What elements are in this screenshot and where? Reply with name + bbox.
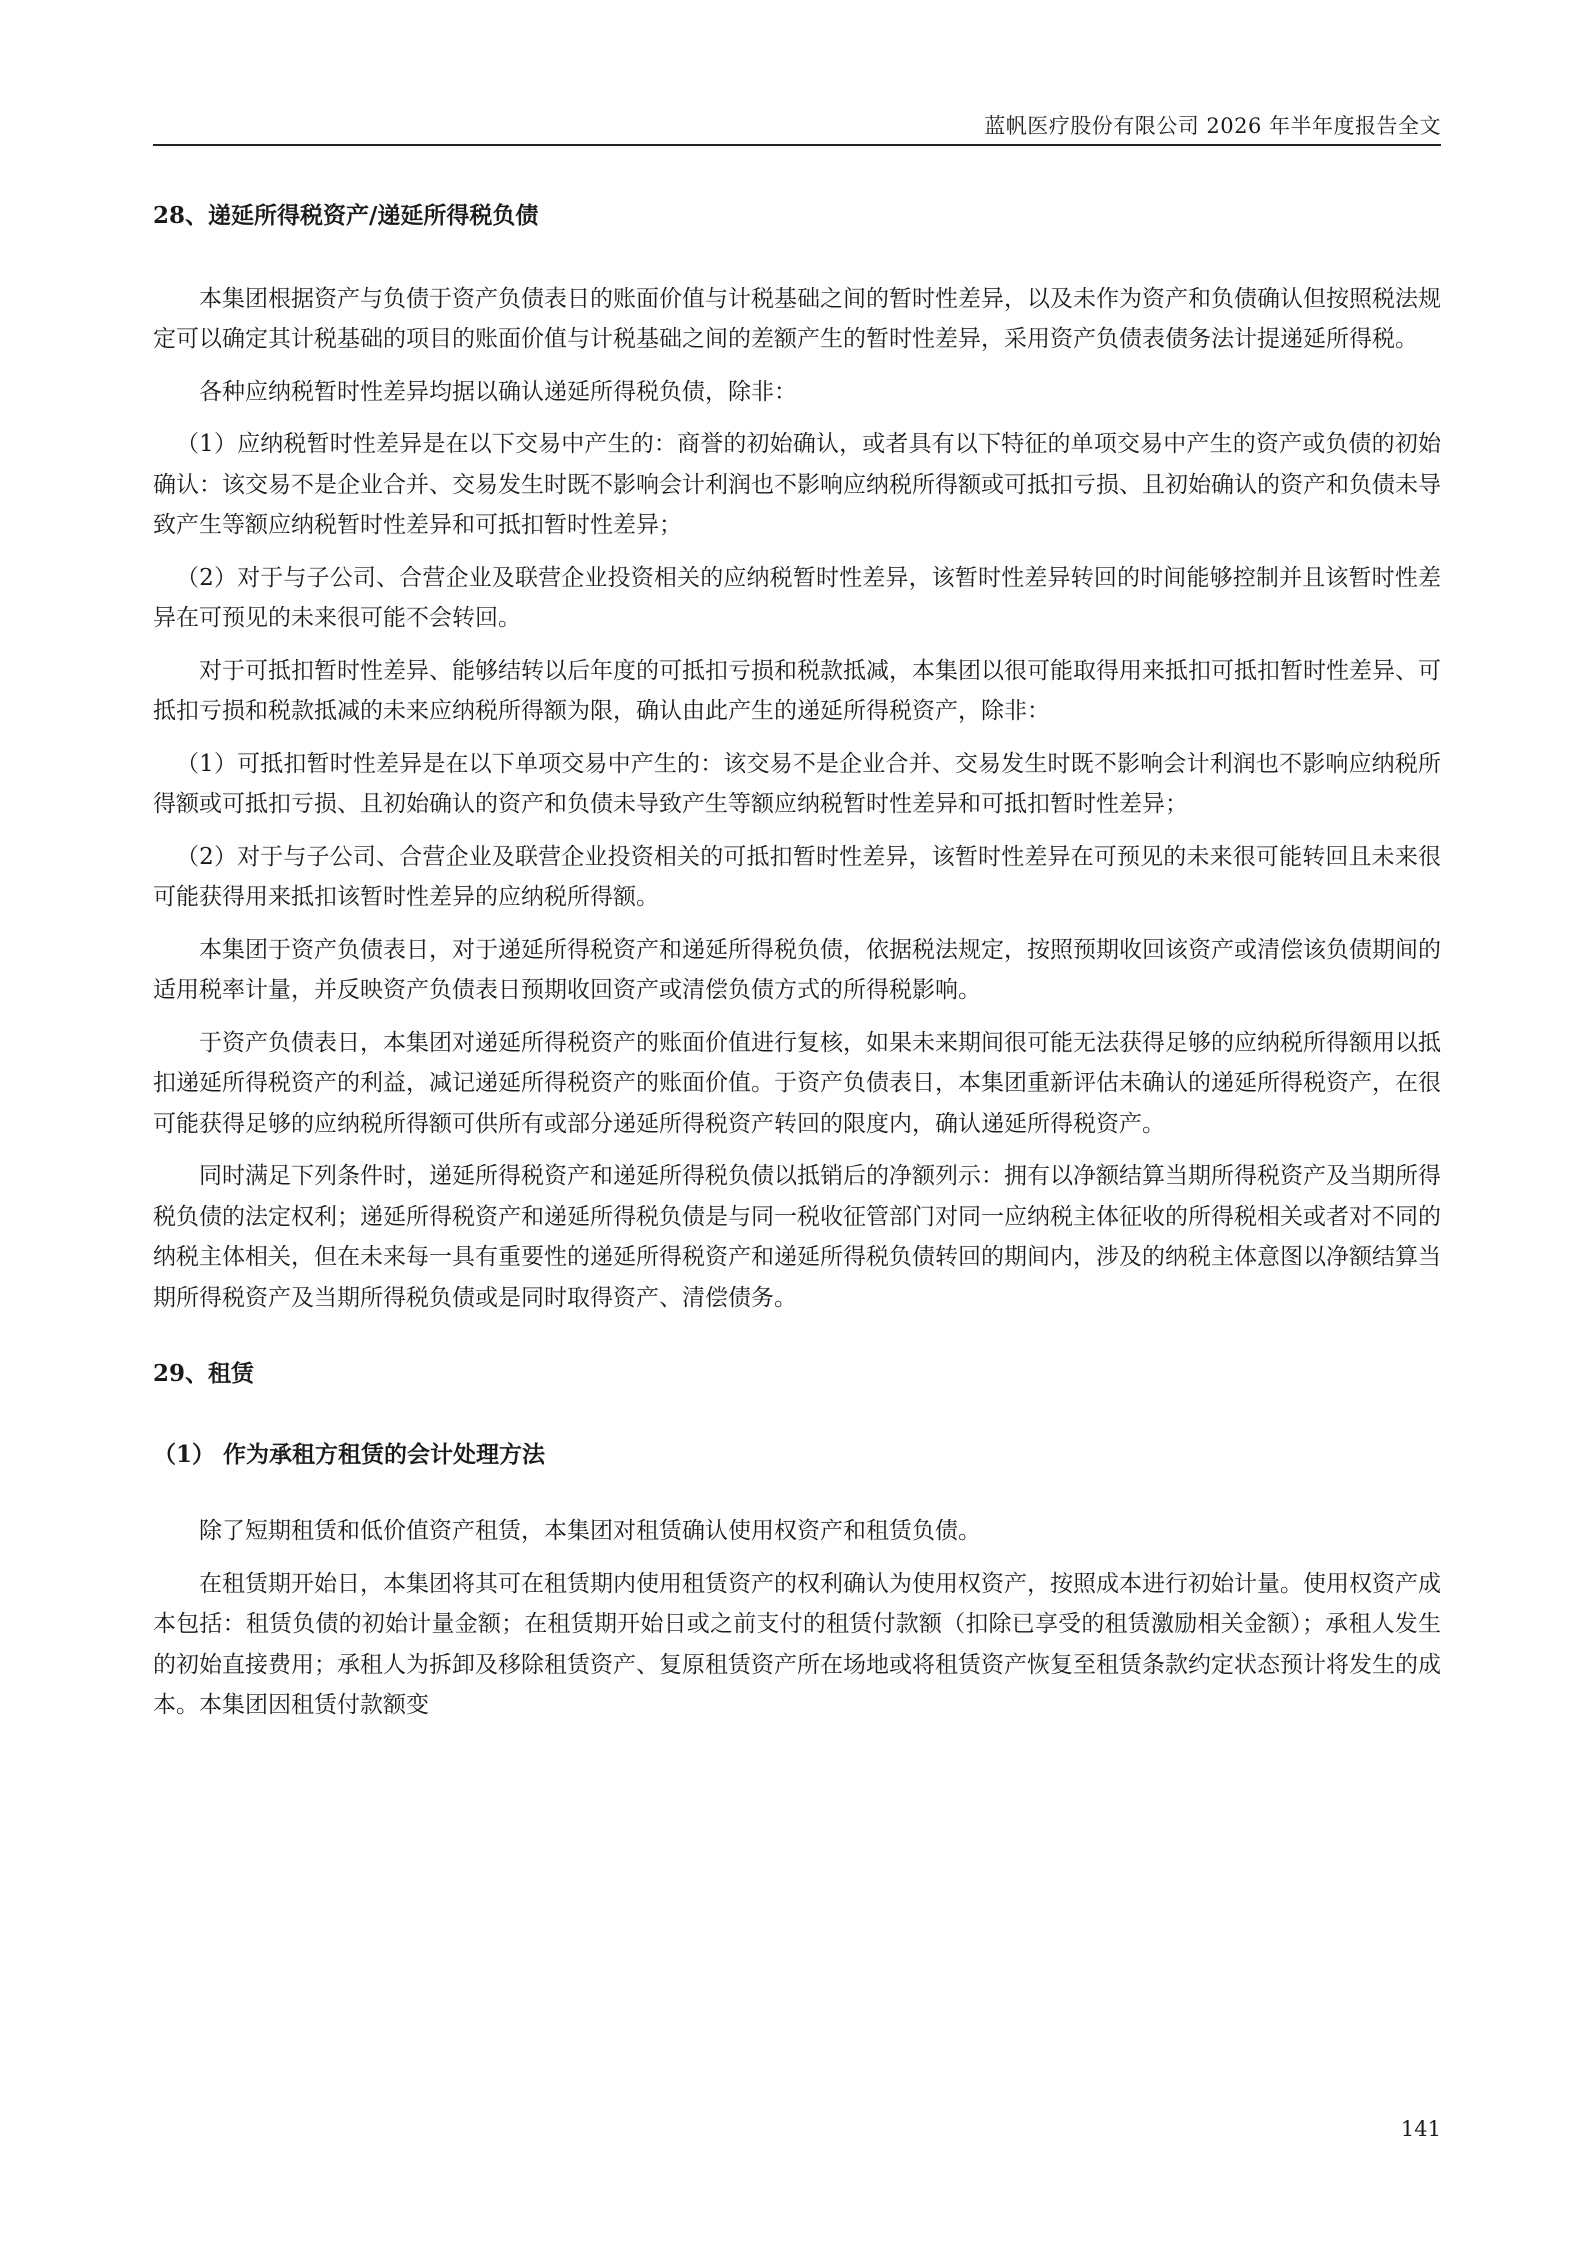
paragraph: 除了短期租赁和低价值资产租赁，本集团对租赁确认使用权资产和租赁负债。 — [199, 1518, 981, 1544]
report-title: 蓝帆医疗股份有限公司 2026 年半年度报告全文 — [984, 114, 1441, 138]
page-number: 141 — [1400, 2117, 1441, 2141]
paragraph: 于资产负债表日，本集团对递延所得税资产的账面价值进行复核，如果未来期间很可能无法获得足够的应纳税所得额用以抵扣递延所得税资产的利益，减记递延所得税资产的账面价值。于资产负债表日，本集团重新评估未确认的递延所得税资产，在很可能获得足够的应纳税所得额可供所有或部分递延所得税资产转回的限度内，确认递延所得税资产。 — [153, 1029, 1441, 1137]
paragraph: 同时满足下列条件时，递延所得税资产和递延所得税负债以抵销后的净额列示：拥有以净额结算当期所得税资产及当期所得税负债的法定权利；递延所得税资产和递延所得税负债是与同一税收征管部门对同一应纳税主体征收的所得税相关或者对不同的纳税主体相关，但在未来每一具有重要性的递延所得税资产和递延所得税负债转回的期间内，涉及的纳税主体意图以净额结算当期所得税资产及当期所得税负债或是同时取得资产、清偿债务。 — [153, 1163, 1441, 1311]
paragraph: 各种应纳税暂时性差异均据以确认递延所得税负债，除非： — [199, 378, 797, 405]
paragraph: （2）对于与子公司、合营企业及联营企业投资相关的应纳税暂时性差异，该暂时性差异转回的时间能够控制并且该暂时性差异在可预见的未来很可能不会转回。 — [153, 564, 1441, 631]
paragraph: 在租赁期开始日，本集团将其可在租赁期内使用租赁资产的权利确认为使用权资产，按照成本进行初始计量。使用权资产成本包括：租赁负债的初始计量金额；在租赁期开始日或之前支付的租赁付款额（扣除已享受的租赁激励相关金额）；承租人发生的初始直接费用；承租人为拆卸及移除租赁资产、复原租赁资产所在场地或将租赁资产恢复至租赁条款约定状态预计将发生的成本。本集团因租赁付款额变 — [153, 1570, 1441, 1718]
paragraph: 本集团根据资产与负债于资产负债表日的账面价值与计税基础之间的暂时性差异，以及未作为资产和负债确认但按照税法规定可以确定其计税基础的项目的账面价值与计税基础之间的差额产生的暂时性差异，采用资产负债表债务法计提递延所得税。 — [153, 285, 1441, 352]
paragraph: （1）可抵扣暂时性差异是在以下单项交易中产生的：该交易不是企业合并、交易发生时既不影响会计利润也不影响应纳税所得额或可抵扣亏损、且初始确认的资产和负债未导致产生等额应纳税暂时性差异和可抵扣暂时性差异； — [153, 750, 1441, 817]
paragraph: （2）对于与子公司、合营企业及联营企业投资相关的可抵扣暂时性差异，该暂时性差异在可预见的未来很可能转回且未来很可能获得用来抵扣该暂时性差异的应纳税所得额。 — [153, 843, 1441, 910]
section-heading-29: 29、租赁 — [153, 1360, 255, 1387]
page-header — [153, 108, 1441, 146]
paragraph: 对于可抵扣暂时性差异、能够结转以后年度的可抵扣亏损和税款抵减，本集团以很可能取得用来抵扣可抵扣暂时性差异、可抵扣亏损和税款抵减的未来应纳税所得额为限，确认由此产生的递延所得税资产，除非： — [153, 657, 1441, 724]
paragraph: 本集团于资产负债表日，对于递延所得税资产和递延所得税负债，依据税法规定，按照预期收回该资产或清偿该负债期间的适用税率计量，并反映资产负债表日预期收回资产或清偿负债方式的所得税影响。 — [153, 936, 1441, 1003]
document-body — [153, 196, 1441, 1738]
subsection-heading: （1） 作为承租方租赁的会计处理方法 — [153, 1440, 546, 1468]
section-heading-28: 28、递延所得税资产/递延所得税负债 — [153, 202, 539, 229]
paragraph: （1）应纳税暂时性差异是在以下交易中产生的：商誉的初始确认，或者具有以下特征的单项交易中产生的资产或负债的初始确认：该交易不是企业合并、交易发生时既不影响会计利润也不影响应纳税所得额或可抵扣亏损、且初始确认的资产和负债未导致产生等额应纳税暂时性差异和可抵扣暂时性差异； — [153, 431, 1441, 538]
